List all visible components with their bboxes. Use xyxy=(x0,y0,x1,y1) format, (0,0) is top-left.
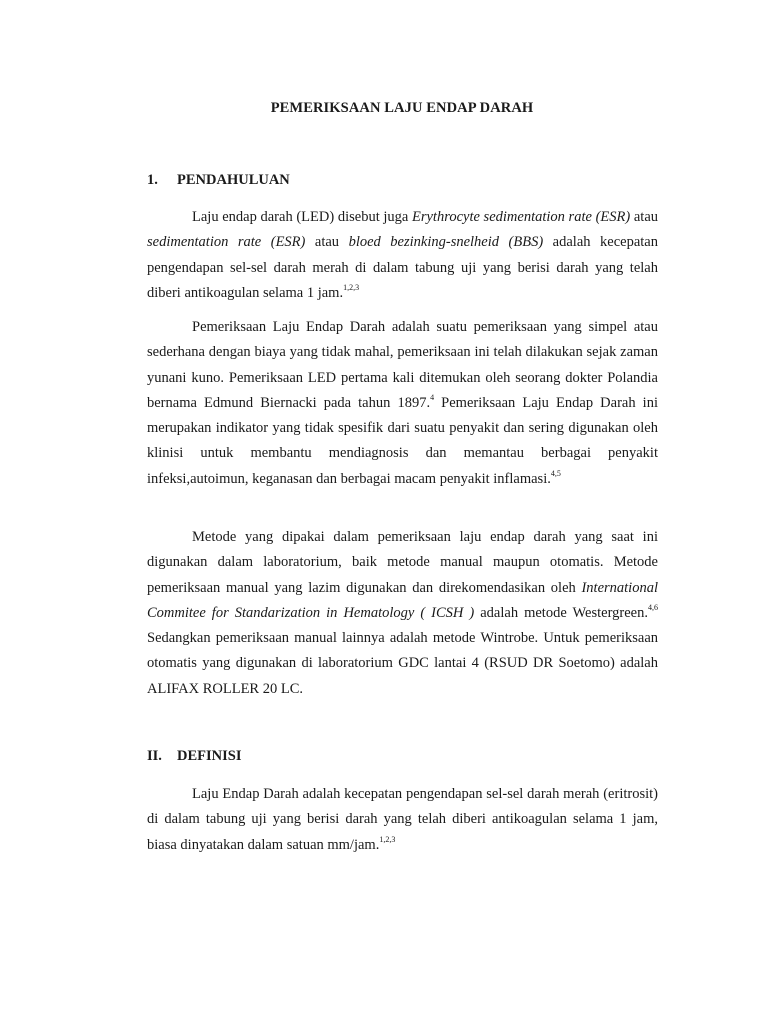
citation-superscript: 4,6 xyxy=(647,603,658,613)
section-heading-pendahuluan xyxy=(147,172,290,189)
italic-term: sedimentation rate (ESR) xyxy=(147,234,306,251)
citation-superscript: 1,2,3 xyxy=(343,283,360,293)
paragraph-led-definition xyxy=(147,205,658,306)
paragraph-text: adalah kecepatan pengendapan sel-sel darah merah di dalam tabung uji yang berisi darah yang telah diberi antikoagulan selama 1 jam. xyxy=(147,234,658,301)
citation-superscript: 4,5 xyxy=(550,468,561,478)
paragraph-text: atau xyxy=(305,234,349,251)
section-number: 1. xyxy=(147,172,158,188)
paragraph-text: Pemeriksaan Laju Endap Darah adalah suatu pemeriksaan yang simpel atau sederhana dengan biaya yang tidak mahal, pemeriksaan ini telah dilakukan sejak zaman yunani kuno. Pemeriksaan LED pertama kali ditemukan oleh seorang dokter Polandia bernama Edmund Biernacki pada tahun 1897. xyxy=(147,319,658,411)
paragraph-text: adalah metode Westergreen. xyxy=(474,604,648,621)
paragraph-text: Metode yang dipakai dalam pemeriksaan laju endap darah yang saat ini digunakan dalam laboratorium, baik metode manual maupun otomatis. Metode pemeriksaan manual yang lazim digunakan dan direkomendasikan oleh xyxy=(147,529,658,596)
section-title: PENDAHULUAN xyxy=(177,172,290,188)
italic-term: bloed bezinking-snelheid (BBS) xyxy=(348,234,544,251)
section-heading-definisi xyxy=(147,748,241,765)
section-title: DEFINISI xyxy=(177,748,242,764)
document-title: PEMERIKSAAN LAJU ENDAP DARAH xyxy=(270,100,534,116)
paragraph-led-methods xyxy=(147,525,658,702)
paragraph-text: Laju Endap Darah adalah kecepatan pengendapan sel-sel darah merah (eritrosit) di dalam tabung uji yang berisi darah yang telah diberi antikoagulan selama 1 jam, biasa dinyatakan dalam satuan mm/jam. xyxy=(147,786,658,853)
citation-superscript: 4 xyxy=(430,393,435,403)
paragraph-led-history xyxy=(147,315,658,492)
paragraph-text: Laju endap darah (LED) disebut juga xyxy=(192,209,412,225)
italic-term: Erythrocyte sedimentation rate (ESR) xyxy=(412,209,631,225)
italic-term: International Commitee for Standarization in Hematology ( ICSH ) xyxy=(147,579,658,621)
citation-superscript: 1,2,3 xyxy=(379,834,396,844)
section-number: II. xyxy=(147,748,162,764)
paragraph-text: Pemeriksaan Laju Endap Darah ini merupakan indikator yang tidak spesifik dari suatu penyakit dan sering digunakan oleh klinisi untuk membantu mendiagnosis dan memantau berbagai penyakit infeksi,autoimun, keganasan dan berbagai macam penyakit inflamasi. xyxy=(147,394,658,487)
paragraph-text: Sedangkan pemeriksaan manual lainnya adalah metode Wintrobe. Untuk pemeriksaan otomatis yang digunakan di laboratorium GDC lantai 4 (RSUD DR Soetomo) adalah ALIFAX ROLLER 20 LC. xyxy=(147,630,658,697)
paragraph-text: atau xyxy=(630,209,659,225)
paragraph-definisi xyxy=(147,782,658,858)
